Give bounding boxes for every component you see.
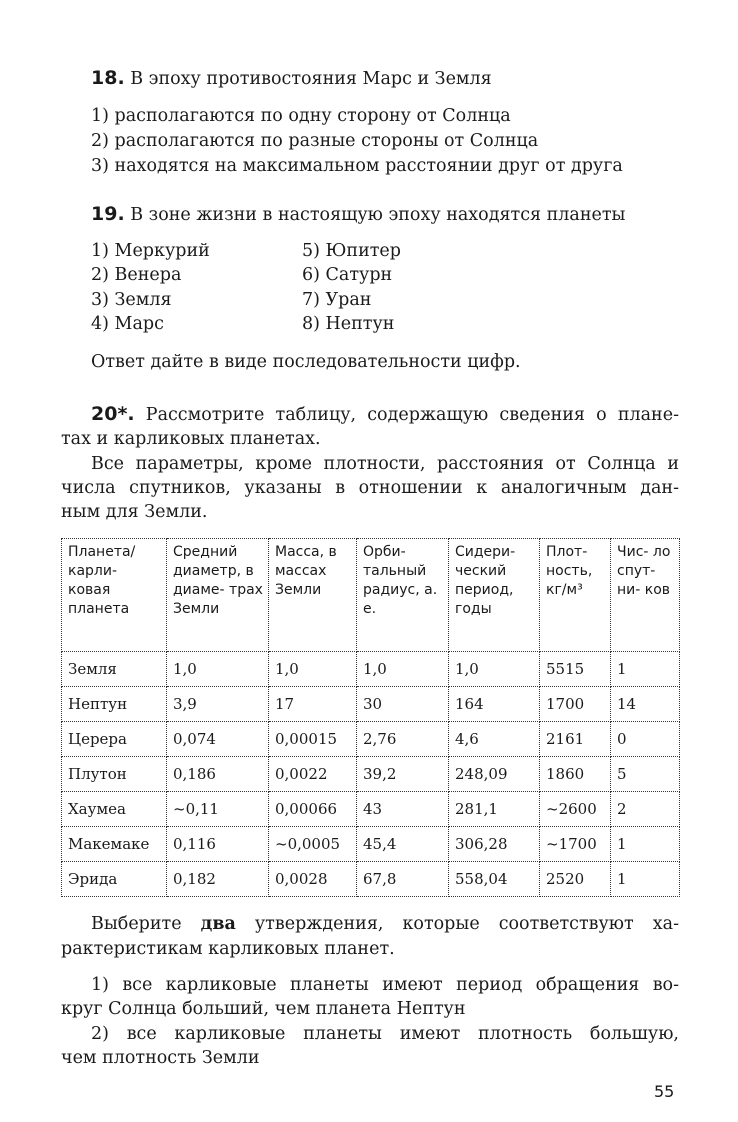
q20-option-1-line-1: 1) все карликовые планеты имеют период обращения во- <box>91 975 679 995</box>
q19-option-3: 3) Земля <box>91 290 172 310</box>
q18-stem <box>91 66 492 91</box>
table-cell: Нептун <box>62 687 167 722</box>
table-row <box>62 792 680 827</box>
q19-option-6: 6) Сатурн <box>302 265 393 285</box>
header-planet: Планета/ карли- ковая планета <box>62 539 167 652</box>
table-cell: Макемаке <box>62 827 167 862</box>
q20-option-1-line-2: круг Солнца больший, чем планета Нептун <box>61 999 466 1019</box>
table-cell: 0 <box>611 722 680 757</box>
table-cell: 45,4 <box>357 827 449 862</box>
q20-choose-line-2: рактеристикам карликовых планет. <box>61 939 395 959</box>
q19-option-2: 2) Венера <box>91 265 182 285</box>
q20-intro-line-2: тах и карликовых планетах. <box>61 429 321 449</box>
table-row <box>62 757 680 792</box>
table-cell: 558,04 <box>449 862 540 897</box>
q20-choose-bold: два <box>200 914 236 934</box>
table-cell: 17 <box>269 687 357 722</box>
table-cell: 281,1 <box>449 792 540 827</box>
table-cell: 0,074 <box>167 722 269 757</box>
header-mass: Масса, в массах Земли <box>269 539 357 652</box>
table-cell: 0,186 <box>167 757 269 792</box>
table-cell: 306,28 <box>449 827 540 862</box>
table-cell: Земля <box>62 652 167 687</box>
table-cell: 2 <box>611 792 680 827</box>
q19-option-1: 1) Меркурий <box>91 241 210 261</box>
q19-option-4: 4) Марс <box>91 314 164 334</box>
q19-option-8: 8) Нептун <box>302 314 395 334</box>
q20-params-line-1: Все параметры, кроме плотности, расстояния от Солнца и <box>91 454 679 474</box>
table-row <box>62 652 680 687</box>
q19-stem <box>91 202 625 227</box>
table-cell: 2520 <box>540 862 611 897</box>
table-cell: Эрида <box>62 862 167 897</box>
table-cell: 67,8 <box>357 862 449 897</box>
table-cell: 0,182 <box>167 862 269 897</box>
table-cell: 30 <box>357 687 449 722</box>
q20-choose-line-1 <box>91 912 679 936</box>
header-sidereal-period: Сидери- ческий период, годы <box>449 539 540 652</box>
table-cell: 1,0 <box>357 652 449 687</box>
q18-option-3: 3) находятся на максимальном расстоянии друг от друга <box>91 156 623 176</box>
q20-choose-pre: Выберите <box>91 914 182 934</box>
table-cell: 1 <box>611 652 680 687</box>
table-cell: 2161 <box>540 722 611 757</box>
q19-answer-note: Ответ дайте в виде последовательности цифр. <box>91 352 521 372</box>
table-cell: 1860 <box>540 757 611 792</box>
table-cell: 0,0028 <box>269 862 357 897</box>
table-cell: 14 <box>611 687 680 722</box>
table-cell: 43 <box>357 792 449 827</box>
table-cell: Плутон <box>62 757 167 792</box>
q20-params-line-2: числа спутников, указаны в отношении к аналогичным дан- <box>61 478 679 498</box>
table-cell: ~0,0005 <box>269 827 357 862</box>
table-cell: ~2600 <box>540 792 611 827</box>
table-cell: 1700 <box>540 687 611 722</box>
header-satellites: Чис- ло спут- ни- ков <box>611 539 680 652</box>
q19-option-7: 7) Уран <box>302 290 372 310</box>
table-row <box>62 862 680 897</box>
q18-number: 18. <box>91 67 125 89</box>
table-cell: 0,0022 <box>269 757 357 792</box>
table-cell: 1,0 <box>449 652 540 687</box>
table-cell: 5515 <box>540 652 611 687</box>
table-cell: Церера <box>62 722 167 757</box>
table-cell: 1,0 <box>167 652 269 687</box>
q19-text: В зоне жизни в настоящую эпоху находятся планеты <box>130 205 626 225</box>
q18-option-2: 2) располагаются по разные стороны от Солнца <box>91 131 539 151</box>
q20-intro-line-1 <box>91 402 679 427</box>
q19-number: 19. <box>91 203 125 225</box>
q20-params-line-3: ным для Земли. <box>61 502 208 522</box>
table-cell: ~1700 <box>540 827 611 862</box>
table-cell: Хаумеа <box>62 792 167 827</box>
q20-intro-text: Рассмотрите таблицу, содержащую сведения о плане- <box>145 405 679 425</box>
table-cell: 5 <box>611 757 680 792</box>
q19-option-5: 5) Юпитер <box>302 241 401 261</box>
table-cell: 3,9 <box>167 687 269 722</box>
table-cell: 248,09 <box>449 757 540 792</box>
table-cell: 2,76 <box>357 722 449 757</box>
table-cell: 0,116 <box>167 827 269 862</box>
header-density: Плот- ность, кг/м³ <box>540 539 611 652</box>
q18-text: В эпоху противостояния Марс и Земля <box>130 69 492 89</box>
table-cell: 4,6 <box>449 722 540 757</box>
page-number: 55 <box>654 1082 675 1101</box>
table-cell: 1 <box>611 827 680 862</box>
q20-option-2-line-2: чем плотность Земли <box>61 1048 260 1068</box>
table-cell: ~0,11 <box>167 792 269 827</box>
planets-table <box>61 538 680 897</box>
table-row <box>62 722 680 757</box>
table-cell: 164 <box>449 687 540 722</box>
table-cell: 0,00066 <box>269 792 357 827</box>
table-row <box>62 687 680 722</box>
table-row <box>62 827 680 862</box>
header-orbital-radius: Орби- тальный радиус, а. е. <box>357 539 449 652</box>
table-cell: 1,0 <box>269 652 357 687</box>
q20-number: 20*. <box>91 403 135 425</box>
header-diameter: Средний диаметр, в диаме- трах Земли <box>167 539 269 652</box>
table-header-row <box>62 539 680 652</box>
table-cell: 0,00015 <box>269 722 357 757</box>
table-cell: 39,2 <box>357 757 449 792</box>
q18-option-1: 1) располагаются по одну сторону от Солнца <box>91 106 511 126</box>
table-cell: 1 <box>611 862 680 897</box>
q20-choose-post: утверждения, которые соответствуют ха- <box>254 914 679 934</box>
q20-option-2-line-1: 2) все карликовые планеты имеют плотность большую, <box>91 1024 679 1044</box>
